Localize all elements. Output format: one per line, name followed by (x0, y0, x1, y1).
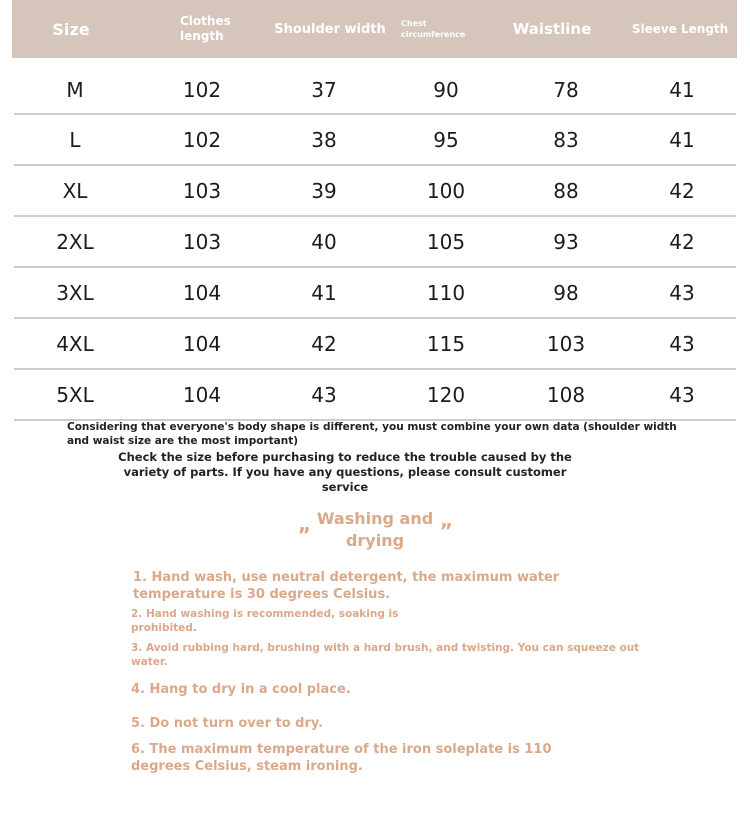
header-sleeve-length: Sleeve Length (631, 22, 729, 36)
table-row (14, 217, 736, 268)
cell-sleeve-length: 43 (669, 331, 695, 356)
washing-instruction: 4. Hang to dry in a cool place. (131, 682, 351, 697)
cell-shoulder-width: 42 (311, 331, 337, 356)
close-quote-mark: „ (440, 508, 454, 532)
cell-clothes-length: 104 (182, 280, 222, 305)
size-table-header (12, 0, 737, 58)
cell-size: 5XL (56, 382, 94, 407)
cell-clothes-length: 102 (182, 127, 222, 152)
header-shoulder-width: Shoulder width (274, 21, 386, 37)
table-row (14, 268, 736, 319)
cell-chest: 110 (426, 280, 466, 305)
cell-clothes-length: 103 (182, 229, 222, 254)
cell-clothes-length: 103 (182, 178, 222, 203)
washing-instruction: 3. Avoid rubbing hard, brushing with a hard brush, and twisting. You can squeeze out water. (131, 642, 640, 668)
purchase-note: Check the size before purchasing to reduce the trouble caused by the variety of parts. If you have any questions, please consult customer service (118, 450, 572, 494)
cell-shoulder-width: 43 (311, 382, 337, 407)
cell-size: 4XL (56, 331, 94, 356)
cell-waistline: 93 (553, 229, 579, 254)
table-row (14, 115, 736, 166)
cell-size: L (69, 127, 81, 152)
header-waistline: Waistline (512, 20, 592, 38)
cell-chest: 100 (426, 178, 466, 203)
size-table-body (14, 66, 736, 421)
washing-title: Washing and drying (316, 509, 434, 550)
washing-instruction: 6. The maximum temperature of the iron soleplate is 110 degrees Celsius, steam ironing. (131, 742, 552, 774)
cell-chest: 90 (433, 77, 459, 102)
washing-instruction: 1. Hand wash, use neutral detergent, the maximum water temperature is 30 degrees Celsius. (133, 570, 560, 602)
cell-waistline: 83 (553, 127, 579, 152)
cell-size: 3XL (56, 280, 94, 305)
washing-instruction: 2. Hand washing is recommended, soaking is prohibited. (131, 608, 399, 634)
cell-size: M (66, 77, 84, 102)
cell-waistline: 98 (553, 280, 579, 305)
cell-waistline: 108 (546, 382, 586, 407)
table-row (14, 370, 736, 421)
washing-instruction: 5. Do not turn over to dry. (131, 716, 324, 731)
header-size: Size (52, 19, 90, 39)
cell-clothes-length: 104 (182, 382, 222, 407)
header-clothes-length: Clothes length (180, 14, 231, 43)
cell-sleeve-length: 41 (669, 127, 695, 152)
cell-size: XL (62, 178, 88, 203)
body-shape-note: Considering that everyone's body shape is different, you must combine your own data (shoulder width and waist size are the most important) (67, 421, 677, 447)
cell-clothes-length: 104 (182, 331, 222, 356)
cell-waistline: 88 (553, 178, 579, 203)
cell-size: 2XL (56, 229, 94, 254)
cell-chest: 105 (426, 229, 466, 254)
open-quote-mark: „ (298, 512, 312, 536)
cell-waistline: 78 (553, 77, 579, 102)
cell-shoulder-width: 41 (311, 280, 337, 305)
cell-shoulder-width: 39 (311, 178, 337, 203)
cell-sleeve-length: 42 (669, 178, 695, 203)
table-row (14, 66, 736, 115)
header-chest-circumference: Chest circumference (401, 19, 466, 39)
cell-clothes-length: 102 (182, 77, 222, 102)
cell-sleeve-length: 42 (669, 229, 695, 254)
cell-chest: 115 (426, 331, 466, 356)
cell-sleeve-length: 43 (669, 382, 695, 407)
cell-sleeve-length: 41 (669, 77, 695, 102)
cell-chest: 95 (433, 127, 459, 152)
table-row (14, 166, 736, 217)
cell-sleeve-length: 43 (669, 280, 695, 305)
cell-shoulder-width: 37 (311, 77, 337, 102)
table-row (14, 319, 736, 370)
cell-shoulder-width: 40 (311, 229, 337, 254)
cell-waistline: 103 (546, 331, 586, 356)
cell-shoulder-width: 38 (311, 127, 337, 152)
cell-chest: 120 (426, 382, 466, 407)
